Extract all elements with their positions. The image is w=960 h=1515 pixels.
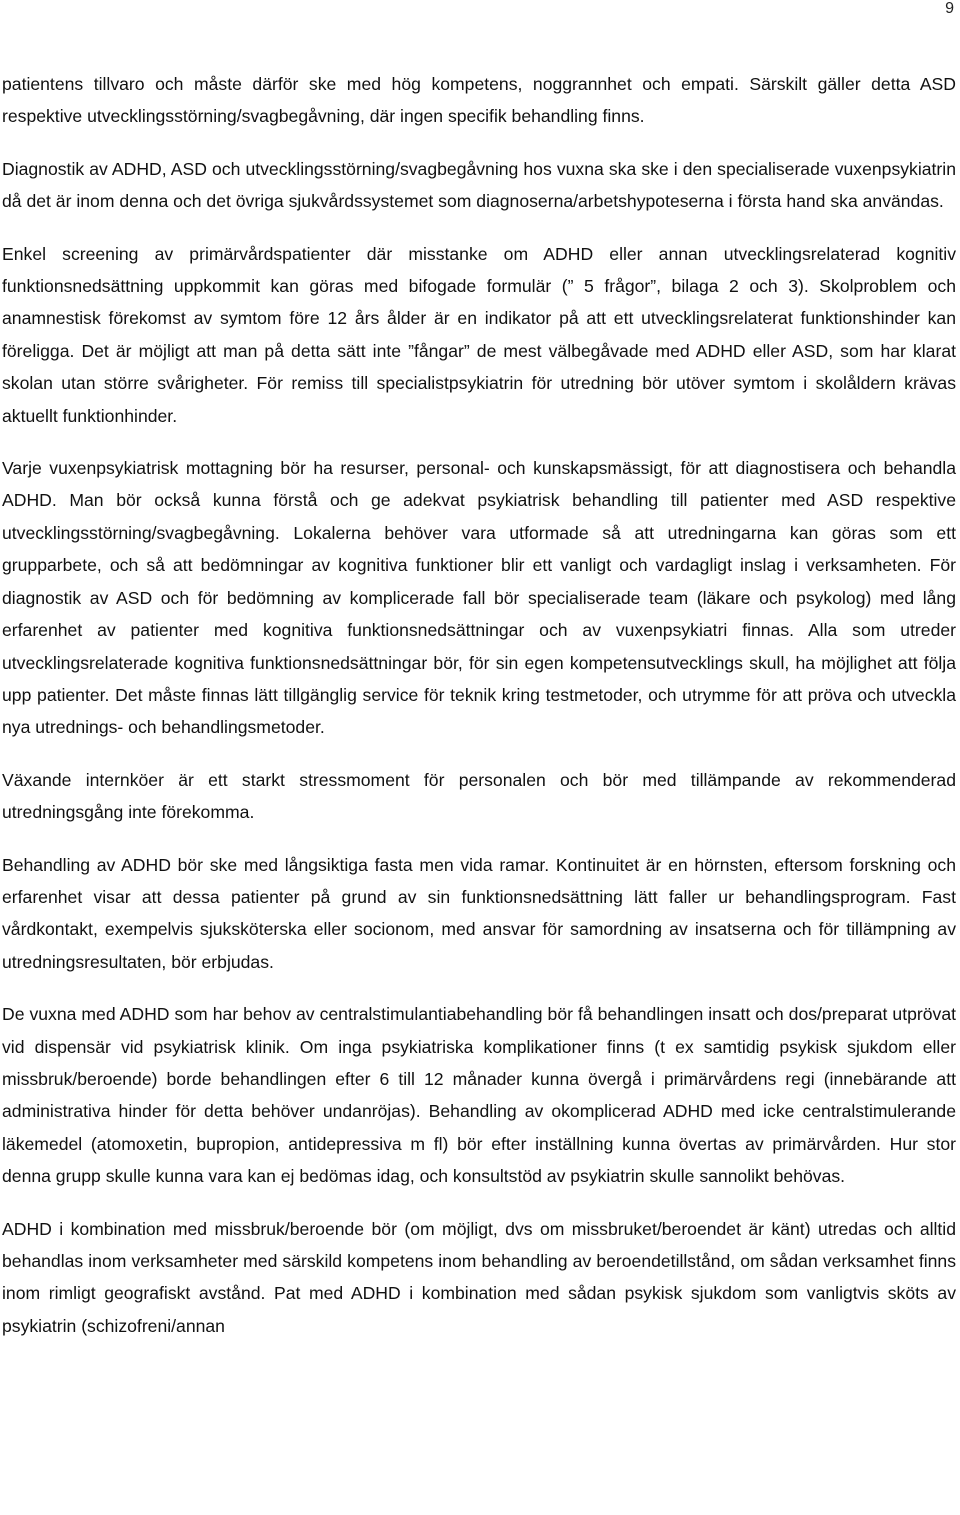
paragraph-continuation: patientens tillvaro och måste därför ske med hög kompetens, noggrannhet och empati. Särskilt gäller detta ASD respektive utvecklingsstörning/svagbegåvning, där ingen specifik behandling finns. bbox=[2, 74, 956, 127]
paragraph-diagnostik: Diagnostik av ADHD, ASD och utvecklingsstörning/svagbegåvning hos vuxna ska ske i den specialiserade vuxenpsykiatrin då det är inom denna och det övriga sjukvårdssystemet som diagnoserna/arbetshypoteserna i första hand ska användas. bbox=[2, 158, 956, 212]
paragraph-behandling: Behandling av ADHD bör ske med långsiktiga fasta men vida ramar. Kontinuitet är en hörnsten, eftersom forskning och erfarenhet visar att dessa patienter på grund av sin funktionsnedsättning lätt faller ur behandlingsprogram. Fast vårdkontakt, exempelvis sjuksköterska eller socionom, med ansvar för samordning av insatserna och för tillämpning av utredningsresultaten, bör erbjudas. bbox=[2, 854, 956, 972]
page-number: 9 bbox=[945, 0, 954, 17]
document-body bbox=[2, 68, 956, 1362]
paragraph-internkoer: Växande internköer är ett starkt stressmoment för personalen och bör med tillämpande av rekommenderad utredningsgång inte förekomma. bbox=[2, 769, 956, 823]
paragraph-centralstimulantia: De vuxna med ADHD som har behov av centralstimulantiabehandling bör få behandlingen insatt och dos/preparat utprövat vid dispensär vid psykiatrisk klinik. Om inga psykiatriska komplikationer finns (t ex samtidig psykisk sjukdom eller missbruk/beroende) borde behandlingen efter 6 till 12 månader kunna övergå i primärvårdens regi (innebärande att administrativa hinder för detta behöver undanröjas). Behandling av okomplicerad ADHD med icke centralstimulerande läkemedel (atomoxetin, bupropion, antidepressiva m fl) bör efter inställning kunna övertas av primärvården. Hur stor denna grupp skulle kunna vara kan ej bedömas idag, och konsultstöd av psykiatrin skulle sannolikt behövas. bbox=[2, 1004, 956, 1187]
paragraph-mottagning: Varje vuxenpsykiatrisk mottagning bör ha resurser, personal- och kunskapsmässigt, för att diagnostisera och behandla ADHD. Man bör också kunna förstå och ge adekvat psykiatrisk behandling till patienter med ASD respektive utvecklingsstörning/svagbegåvning. Lokalerna behöver vara utformade så att utredningarna kan göras som ett grupparbete, och så att bedömningar av kognitiva funktioner blir ett vanligt och vardagligt inslag i verksamheten. För diagnostik av ASD och för bedömning av komplicerade fall bör specialiserade team (läkare och psykolog) med lång erfarenhet av patienter med kognitiva funktionsnedsättningar och av vuxenpsykiatri finnas. Alla som utreder utvecklingsrelaterade kognitiva funktionsnedsättningar bör, för sin egen kompetensutvecklings skull, ha möjlighet att följa upp patienter. Det måste finnas lätt tillgänglig service för teknik kring testmetoder, och utrymme för att pröva och utveckla nya utrednings- och behandlingsmetoder. bbox=[2, 458, 956, 738]
paragraph-screening: Enkel screening av primärvårdspatienter där misstanke om ADHD eller annan utvecklingsrelaterad kognitiv funktionsnedsättning uppkommit kan göras med bifogade formulär (” 5 frågor”, bilaga 2 och 3). Skolproblem och anamnestisk förekomst av symtom före 12 års ålder är en indikator på att ett utvecklingsrelaterat funktionshinder kan föreligga. Det är möjligt att man på detta sätt inte ”fångar” de mest välbegåvade med ADHD eller ASD, som har klarat skolan utan större svårigheter. För remiss till specialistpsykiatrin för utredning bör utöver symtom i skolåldern krävas aktuellt funktionhinder. bbox=[2, 243, 956, 426]
paragraph-missbruk: ADHD i kombination med missbruk/beroende bör (om möjligt, dvs om missbruket/beroendet är känt) utredas och alltid behandlas inom verksamheter med särskild kompetens inom behandling av beroendetillstånd, om sådan verksamhet finns inom rimligt geografiskt avstånd. Pat med ADHD i kombination med sådan psykisk sjukdom som vanligtvis sköts av psykiatrin (schizofreni/annan bbox=[2, 1218, 956, 1336]
